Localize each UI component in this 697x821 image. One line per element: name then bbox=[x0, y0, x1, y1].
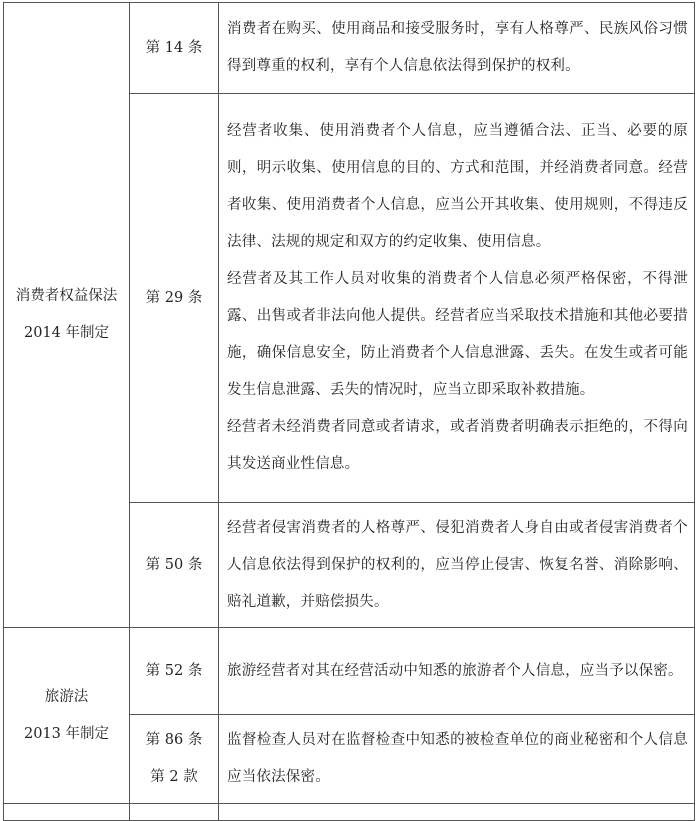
law-year: 2013 年制定 bbox=[23, 725, 109, 742]
law-name-cell bbox=[4, 3, 130, 628]
article-paragraph: 旅游经营者对其在经营活动中知悉的旅游者个人信息，应当予以保密。 bbox=[227, 662, 683, 679]
law-name: 消费者权益保法 bbox=[15, 288, 118, 304]
law-year: 2014 年制定 bbox=[23, 325, 109, 341]
law-name-cell bbox=[4, 628, 130, 804]
table-row-partial bbox=[4, 804, 695, 821]
article-paragraph: 经营者侵害消费者的人格尊严、侵犯消费者人身自由或者侵害消费者个人信息依法得到保护的权利的，应当停止侵害、恢复名誉、消除影响、赔礼道歉，并赔偿损失。 bbox=[227, 519, 688, 610]
article-paragraph: 消费者在购买、使用商品和接受服务时，享有人格尊严、民族风俗习惯得到尊重的权利，享有个人信息依法得到保护的权利。 bbox=[227, 21, 688, 74]
article-text-cell bbox=[219, 94, 695, 503]
article-label: 第 50 条 bbox=[145, 556, 203, 573]
cut-off-cell bbox=[219, 804, 695, 821]
law-articles-table bbox=[3, 2, 695, 821]
article-label: 第 14 条 bbox=[145, 39, 203, 56]
article-text-cell bbox=[219, 715, 695, 804]
law-name: 旅游法 bbox=[44, 688, 89, 705]
cut-off-cell bbox=[4, 804, 130, 821]
article-label-cell bbox=[130, 503, 219, 628]
table-row bbox=[4, 628, 695, 715]
article-paragraph: 经营者未经消费者同意或者请求，或者消费者明确表示拒绝的，不得向其发送商业性信息。 bbox=[227, 419, 688, 472]
article-label-cell bbox=[130, 628, 219, 715]
article-paragraph: 监督检查人员对在监督检查中知悉的被检查单位的商业秘密和个人信息应当依法保密。 bbox=[227, 732, 688, 785]
table-row bbox=[4, 3, 695, 94]
article-paragraph: 经营者收集、使用消费者个人信息，应当遵循合法、正当、必要的原则，明示收集、使用信息的目的、方式和范围，并经消费者同意。经营者收集、使用消费者个人信息，应当公开其收集、使用规则，不得违反法律、法规的规定和双方的约定收集、使用信息。 bbox=[227, 123, 688, 250]
article-text-cell bbox=[219, 503, 695, 628]
article-label: 第 86 条 bbox=[145, 732, 203, 748]
article-label: 第 29 条 bbox=[145, 289, 203, 306]
article-paragraph: 经营者及其工作人员对收集的消费者个人信息必须严格保密，不得泄露、出售或者非法向他人提供。经营者应当采取技术措施和其他必要措施，确保信息安全，防止消费者个人信息泄露、丢失。在发生或者可能发生信息泄露、丢失的情况时，应当立即采取补救措施。 bbox=[227, 271, 688, 398]
article-label: 第 52 条 bbox=[145, 662, 203, 679]
cut-off-cell bbox=[130, 804, 219, 821]
article-label-cell bbox=[130, 715, 219, 804]
article-label-cell bbox=[130, 3, 219, 94]
article-sub-label: 第 2 款 bbox=[150, 769, 198, 785]
article-text-cell bbox=[219, 628, 695, 715]
article-text-cell bbox=[219, 3, 695, 94]
article-label-cell bbox=[130, 94, 219, 503]
